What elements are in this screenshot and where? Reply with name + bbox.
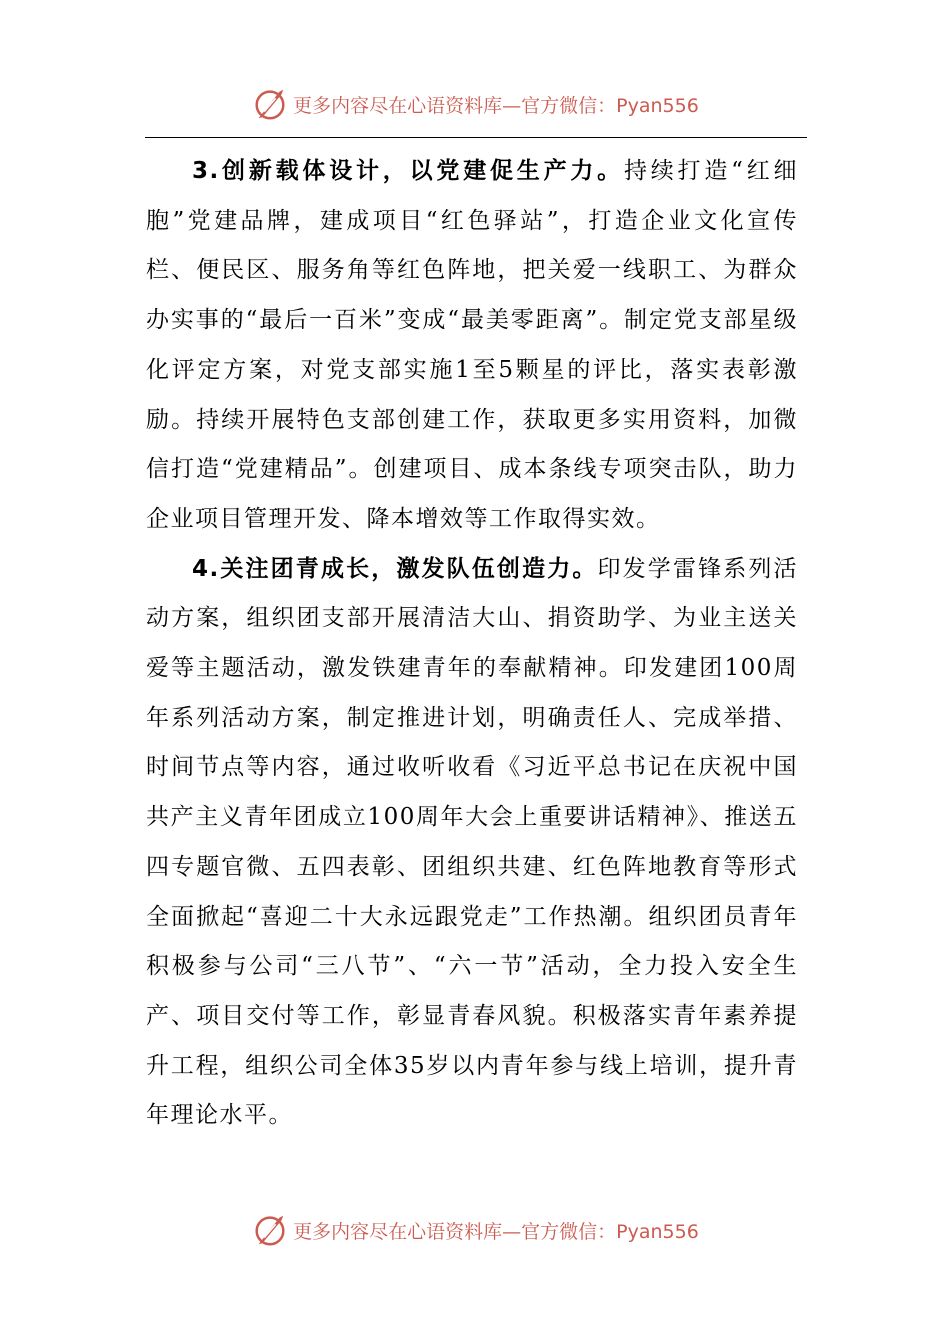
paragraph-2 [146,545,798,1141]
watermark-text: 更多内容尽在心语资料库—官方微信：Pyan556 [293,1220,699,1243]
watermark-wechat-id: Pyan556 [616,1220,699,1243]
paragraph-1-text: 持续打造“红细胞”党建品牌，建成项目“红色驿站”，打造企业文化宣传栏、便民区、服务角等红色阵地，把关爱一线职工、为群众办实事的“最后一百米”变成“最美零距离”。制定党支部星级化评定方案，对党支部实施1至5颗星的评比，落实表彰激励。持续开展特色支部创建工作，获取更多实用资料，加微信打造“党建精品”。创建项目、成本条线专项突击队，助力企业项目管理开发、降本增效等工作取得实效。 [146,158,798,532]
quill-logo-icon [251,1211,289,1249]
watermark-text: 更多内容尽在心语资料库—官方微信：Pyan556 [293,94,699,117]
header-divider [145,137,807,138]
document-body [146,147,798,1141]
paragraph-2-text: 印发学雷锋系列活动方案，组织团支部开展清洁大山、捐资助学、为业主送关爱等主题活动，激发铁建青年的奉献精神。印发建团100周年系列活动方案，制定推进计划，明确责任人、完成举措、时间节点等内容，通过收听收看《习近平总书记在庆祝中国共产主义青年团成立100周年大会上重要讲话精神》、推送五四专题官微、五四表彰、团组织共建、红色阵地教育等形式全面掀起“喜迎二十大永远跟党走”工作热潮。组织团员青年积极参与公司“三八节”、“六一节”活动，全力投入安全生产、项目交付等工作，彰显青春风貌。积极落实青年素养提升工程，组织公司全体35岁以内青年参与线上培训，提升青年理论水平。 [146,555,799,1129]
footer-watermark [0,1208,950,1252]
quill-logo-icon [251,85,289,123]
paragraph-1-heading: 3.创新载体设计，以党建促生产力。 [192,158,624,184]
watermark-wechat-id: Pyan556 [616,94,699,117]
header-watermark [0,82,950,126]
paragraph-2-heading: 4.关注团青成长，激发队伍创造力。 [192,555,598,582]
paragraph-1 [146,147,798,545]
